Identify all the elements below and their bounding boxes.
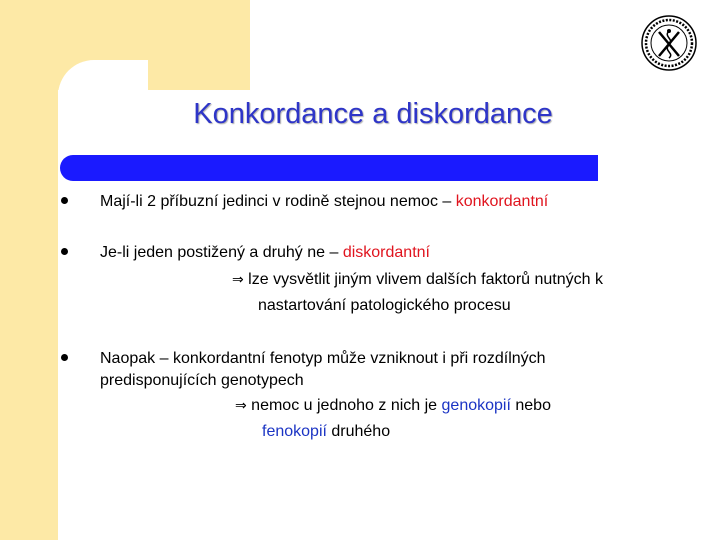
sub-text: nemoc u jednoho z nich je: [246, 397, 442, 414]
title-underline-bar: [60, 155, 598, 181]
bullet-dot: [61, 354, 68, 361]
sub-text: nastartování patologického procesu: [258, 297, 511, 314]
sub-item: [235, 396, 551, 416]
sub-text: lze vysvětlit jiným vlivem dalších faktorů nutných k: [243, 271, 603, 288]
sub-text: druhého: [326, 423, 391, 440]
bullet-dot: [61, 248, 68, 255]
sub-text: nebo: [510, 397, 551, 414]
bullet-item: [100, 243, 430, 262]
bullet-item: [100, 349, 546, 368]
bullet-text: Je-li jeden postižený a druhý ne –: [100, 244, 343, 261]
bullet-text: Mají-li 2 příbuzní jedinci v rodině stejnou nemoc –: [100, 193, 456, 210]
bullet-item: [100, 192, 548, 211]
highlight-term: fenokopií: [262, 423, 327, 440]
slide-title: Konkordance a diskordance: [193, 98, 553, 130]
bullet-dot: [61, 197, 68, 204]
sub-item: [232, 270, 603, 290]
bullet-text: predisponujících genotypech: [100, 372, 304, 389]
bullet-text: Naopak – konkordantní fenotyp může vzniknout i při rozdílných: [100, 350, 546, 367]
implies-icon: ⇒: [235, 398, 247, 414]
highlight-term: konkordantní: [455, 193, 549, 210]
implies-icon: ⇒: [232, 272, 244, 288]
sub-item-continuation: [258, 296, 511, 315]
sub-item-continuation: [262, 422, 390, 441]
university-seal-icon: [640, 14, 698, 72]
bullet-item-continuation: [100, 371, 304, 390]
highlight-term: genokopií: [441, 397, 511, 414]
highlight-term: diskordantní: [342, 244, 430, 261]
